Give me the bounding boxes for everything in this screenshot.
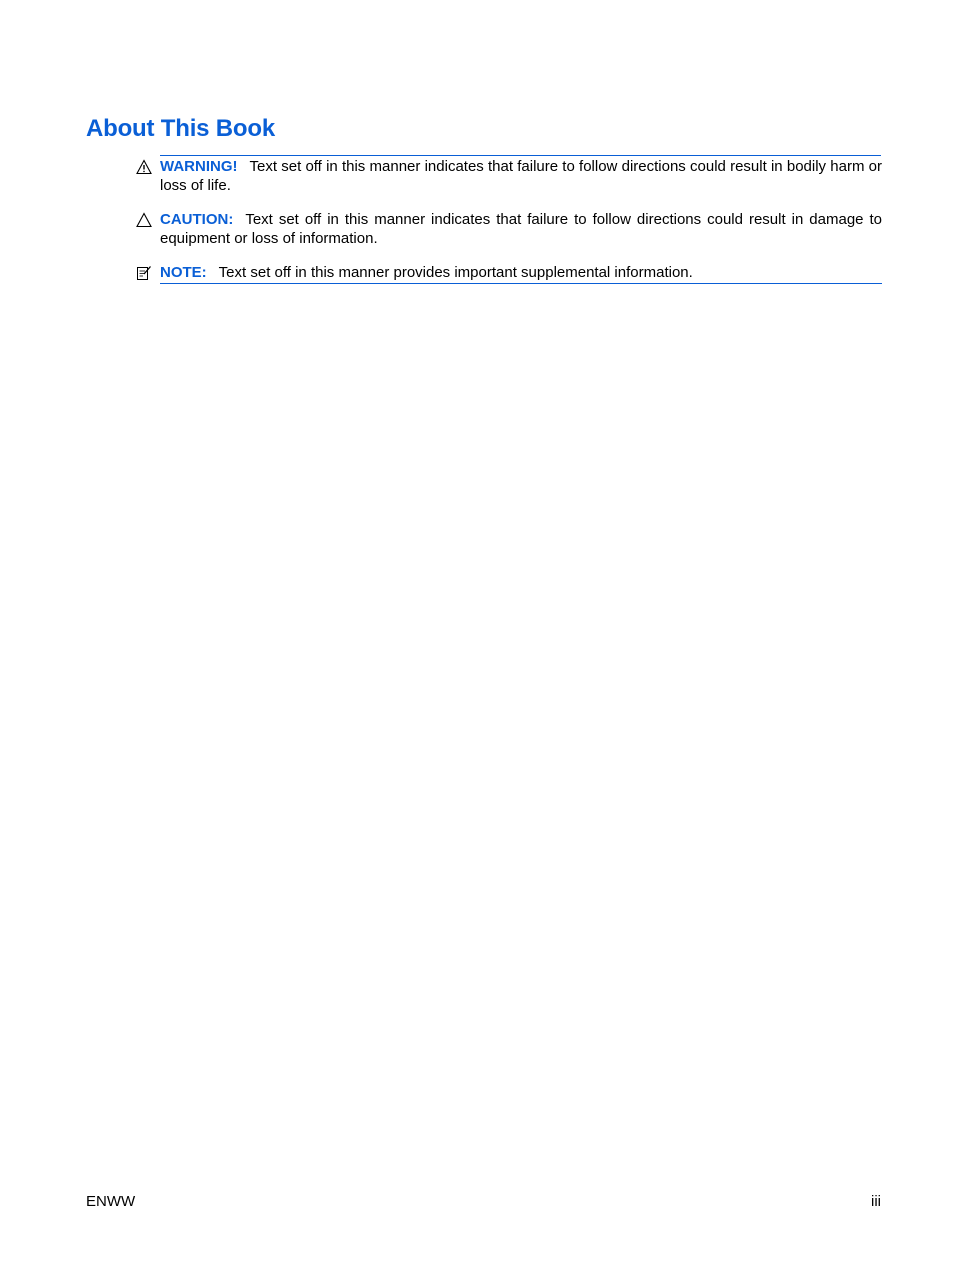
note-body <box>160 263 882 284</box>
warning-triangle-icon <box>136 159 152 175</box>
note-label: NOTE: <box>160 264 207 281</box>
page-title: About This Book <box>86 115 275 142</box>
caution-body <box>160 210 882 248</box>
caution-label: CAUTION: <box>160 211 234 228</box>
warning-text: Text set off in this manner indicates that failure to follow directions could result in bodily harm or loss of life. <box>160 158 882 194</box>
note-text: Text set off in this manner provides important supplemental information. <box>218 264 693 281</box>
title-rule <box>160 155 881 156</box>
page-number: iii <box>871 1193 881 1210</box>
caution-text: Text set off in this manner indicates that failure to follow directions could result in damage to equipment or loss of information. <box>160 211 882 247</box>
warning-notice <box>136 157 882 195</box>
warning-body <box>160 157 882 195</box>
caution-notice <box>136 210 882 248</box>
note-pad-icon <box>136 265 152 281</box>
warning-label: WARNING! <box>160 158 238 175</box>
footer-label: ENWW <box>86 1193 136 1210</box>
caution-triangle-icon <box>136 212 152 228</box>
note-notice <box>136 263 882 284</box>
